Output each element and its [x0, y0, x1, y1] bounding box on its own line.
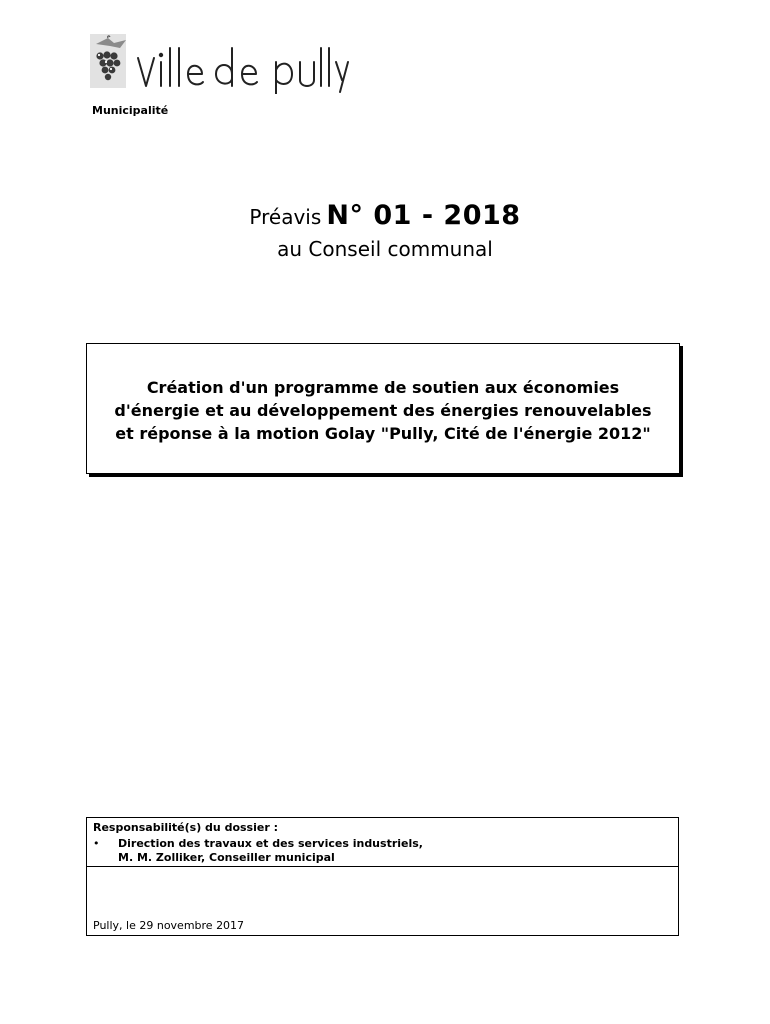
recipient-line: au Conseil communal	[277, 237, 493, 261]
subject-line-2: d'énergie et au développement des énergies renouvelables	[114, 401, 652, 420]
department-label: Municipalité	[92, 104, 169, 117]
preavis-word: Préavis	[249, 205, 322, 229]
brand-wordmark	[138, 48, 348, 94]
subject-box	[86, 343, 680, 474]
subject-line-3: et réponse à la motion Golay "Pully, Cité de l'énergie 2012"	[115, 424, 651, 443]
logo	[90, 34, 352, 94]
grape-cluster-icon	[90, 34, 126, 88]
responsibility-box	[86, 817, 679, 936]
responsibility-heading: Responsabilité(s) du dossier :	[93, 821, 278, 834]
title-block	[0, 196, 770, 262]
pully-logo-svg	[90, 34, 352, 94]
bullet-icon: •	[93, 837, 100, 850]
preavis-number: N° 01 - 2018	[326, 200, 521, 231]
subject-line-1: Création d'un programme de soutien aux économies	[146, 378, 620, 397]
responsibility-person: M. M. Zolliker, Conseiller municipal	[118, 851, 335, 864]
responsibility-direction: Direction des travaux et des services industriels,	[118, 837, 423, 850]
subject-text	[87, 376, 679, 445]
document-date: Pully, le 29 novembre 2017	[93, 919, 245, 932]
responsibility-section	[87, 818, 678, 867]
preavis-line	[0, 196, 770, 236]
